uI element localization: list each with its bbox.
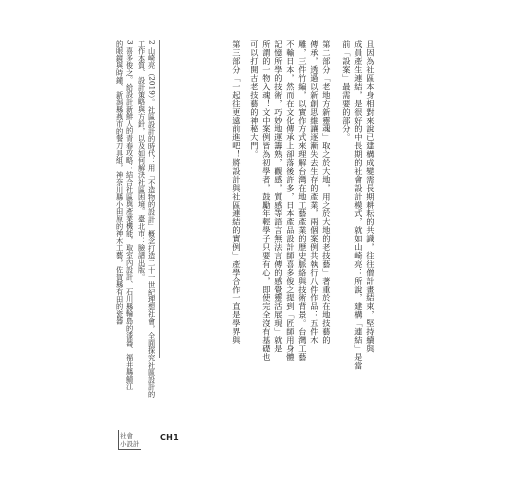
running-head [120,432,140,448]
footnote-divider [159,40,160,358]
footnote-2-line-1: 2 山崎亮（2019）。社區設計的時代：用「不造物的設計」概念打造二十一世紀理想社會，全面探究社區設計的 [147,40,157,398]
body-column-8: 記憶所學的技術，巧妙地運籌熟，觀感，質感等語言無法言傳的感覺靈活展現」就是 [273,40,284,353]
running-head-line-2: 小設計 [120,440,140,448]
chapter-label: CH1 [160,433,180,442]
body-column-1: 且因為社區本身相對來說已建構成變需長期耕耘的共識，往往僧計畫結束，堅持續與 [365,40,376,353]
body-column-9: 所謂的一物入魂！文中案例皆為初學者，鼓勵年輕學子只要有心，即使完全沒有基礎也 [261,40,272,362]
body-column-2: 成員產生連結，是很好的中長期的社會設計模式，就如山崎亮：所說，建構「連結」是當 [353,40,364,370]
body-column-5: 傳承，透過以新創思維讓逐漸失去生存的產業，兩個案例共執行八件作品：五件木 [309,40,320,345]
footnote-3-line-1: 3 喜多俊之。給設計新鮮人的青春攻略：結合社區與產業機能，取室內設計、石川縣輪島的漆器、福井縣鯖江 [125,40,135,391]
footnote-2-line-2: 工作本質、設計策略與方針，以及如何解決社區困境。臺北市：臉譜出版。 [137,40,147,281]
body-column-6: 雕，三件竹編，以實作方式來理解台灣在地工藝產業的歷史脈絡與技術背景。台灣工藝 [297,40,308,362]
running-head-line-1: 社會 [120,432,133,440]
footnote-3-line-2: 的眼鏡與時鐘、新潟縣燕市的餐刀具組，神奈川縣小田原的神木工藝，佐賀縣有田的瓷器 [115,40,125,325]
body-column-3: 前「設案」最需要的部分。 [341,40,352,142]
body-column-7: 不輸日本，然而在文化傳承上卻落後許多，日本產品設計師喜多俊之提到「匠師用身體 [285,40,296,362]
body-column-4: 第二部分「老地方新靈魂」取之於大地，用之於大地的老技藝」著重於在地技藝的 [321,40,332,345]
body-column-11: 第三部分「一起往更遠前進吧！將設計與社區連結的實例」產學合作一直是學界與 [231,40,242,345]
body-column-10: 可以打開古老技藝的神秘大門。 [249,40,260,159]
